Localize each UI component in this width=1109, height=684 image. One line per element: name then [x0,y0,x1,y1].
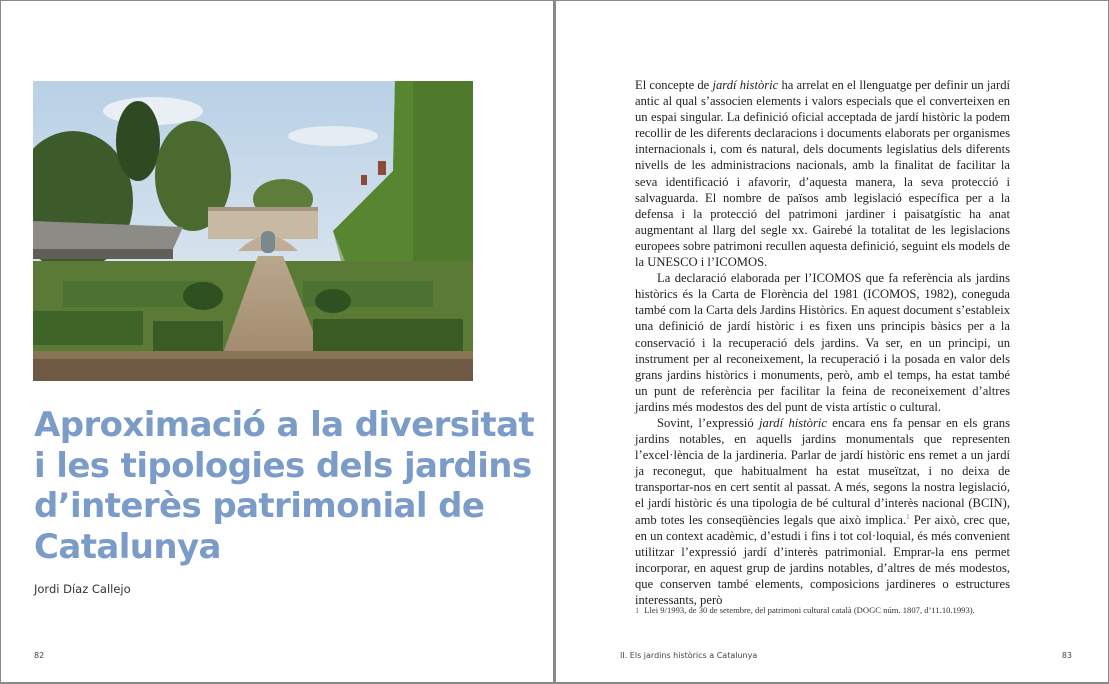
running-head: II. Els jardins històrics a Catalunya [620,651,758,660]
text-run: Sovint, l’expressió [657,415,760,430]
paragraph [635,77,1010,270]
body-text [635,77,1010,608]
author-name: Jordi Díaz Callejo [34,582,131,596]
footnote-text: Llei 9/1993, de 30 de setembre, del patrimoni cultural català (DOGC núm. 1807, d’11.10.1993). [644,605,975,615]
text-run: Per això, crec que, en un context acadèmic, d’estudi i fins i tot col·loquial, és més convenient utilitzar l’expressió jardí d’interès patrimonial. Emprar-la ens permet incorporar, en aquest grup de jardins notables, d’altres de més modestos, que conserven també elements, composicions jardineres o estructures interessants, però [635,512,1010,607]
chapter-title [34,405,535,567]
title-line: Aproximació a la diversitat [34,405,535,445]
title-line: Catalunya [34,526,221,567]
page-number-right: 83 [1061,651,1072,660]
text-run: El concepte de [635,78,713,92]
right-page [556,1,1108,682]
title-line: d’interès patrimonial de [34,486,485,526]
paragraph: La declaració elaborada per l’ICOMOS que fa referència als jardins històrics és la Carta de Florència del 1981 (ICOMOS, 1982), coneguda també com la Carta dels Jardins Històrics. En aquest document s’estableix una definició de jardí històric i es fixen uns principis bàsics per a la conservació i la recuperació dels jardins. Va ser, en un principi, un instrument per al reconeixement, la recuperació i la posada en valor dels grans jardins històrics i monuments, però, amb el temps, ha estat també un punt de referència per facilitar la feina de reconeixement d’altres jardins més modestos des del punt de vista artístic o cultural. [635,271,1010,414]
garden-photo [33,81,473,381]
title-line: i les tipologies dels jardins [34,445,532,486]
text-run: ha arrelat en el llenguatge per definir un jardí antic al qual s’associen elements i valors especials que el converteixen en un espai singular. La definició oficial acceptada de jardí històric la podem recollir de les diferents declaracions i documents elaborats per organismes internacionals i, com és natural, dels documents legislatius dels diferents nivells de les administracions nacionals, amb la finalitat de facilitar la seva identificació i afavorir, d’aquesta manera, la seva protecció i salvaguarda. El nombre de països amb legislació específica per a la defensa i la protecció del patrimoni jardiner i paisatgístic ha anat augmentant al llarg del segle xx. Gairebé la totalitat de les legislacions europees sobre patrimoni recullen aquesta definició, seguint els models de la UNESCO i l’ICOMOS. [635,78,1010,270]
footnote [635,605,1035,615]
italic-term: jardí històric [712,78,779,92]
footnote-ref[interactable]: 1 [906,512,910,521]
garden-photo-illustration [33,81,473,381]
left-page [1,1,553,682]
italic-term: jardí històric [759,415,827,430]
page-number-left: 82 [34,651,45,660]
text-run: encara ens fa pensar en els grans jardins notables, en aquells jardins monumentals que representen l’excel·lència de la jardineria. Parlar de jardí històric ens remet a un jardí ja reconegut, que habitualment ha estat museïtzat, i no deixa de transportar-nos en cert sentit al passat. A més, segons la nostra legislació, el jardí històric és una tipologia de bé cultural d’interès nacional (BCIN), amb totes les conseqüències legals que això implica. [635,415,1010,527]
footnote-number: 1 [635,605,640,615]
paragraph [635,415,1010,608]
